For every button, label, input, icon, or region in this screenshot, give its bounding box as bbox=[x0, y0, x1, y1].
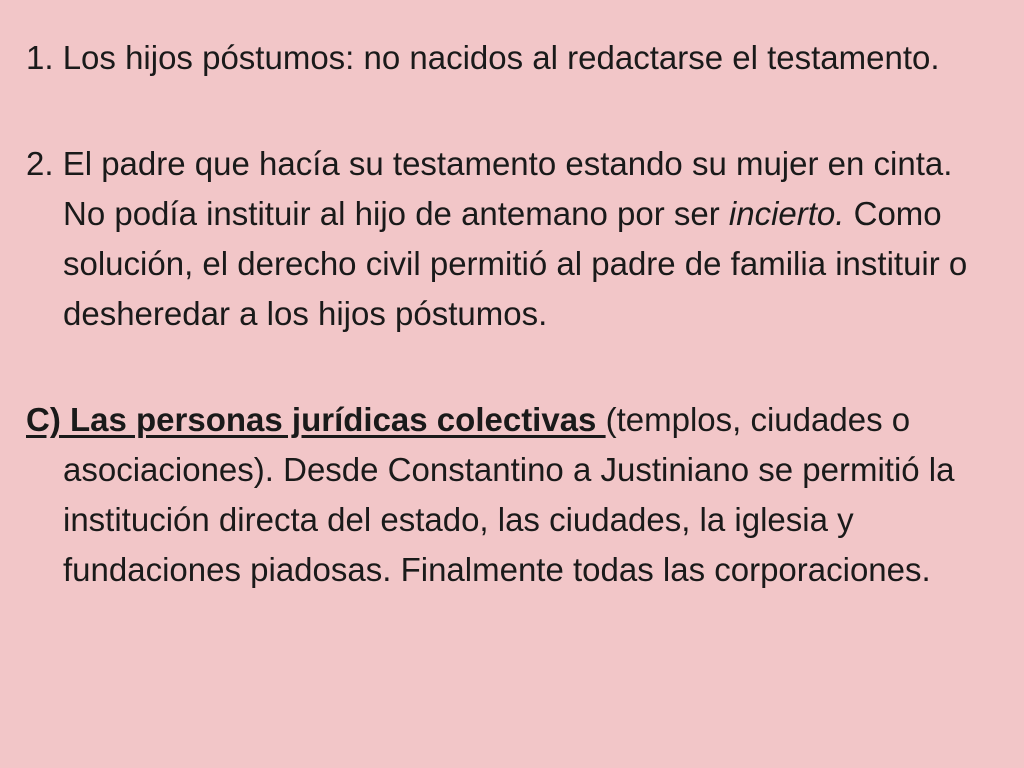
paragraph-father-testament bbox=[26, 139, 984, 339]
section-heading-legal-persons: C) Las personas jurídicas colectivas bbox=[26, 401, 606, 438]
paragraph-1-text: 1. Los hijos póstumos: no nacidos al redactarse el testamento. bbox=[26, 39, 940, 76]
paragraph-3-text: (templos, ciudades o asociaciones). Desde Constantino a Justiniano se permitió la institución directa del estado, las ciudades, la iglesia y fundaciones piadosas. Finalmente todas las corporaciones. bbox=[63, 401, 955, 588]
paragraph-posthumous-children bbox=[26, 33, 984, 83]
paragraph-2-text-end: Como solución, el derecho civil permitió al padre de familia instituir o desheredar a los hijos póstumos. bbox=[63, 195, 968, 332]
paragraph-2-text-start: 2. El padre que hacía su testamento estando su mujer en cinta. No podía instituir al hijo de antemano por ser bbox=[26, 145, 953, 232]
paragraph-legal-persons bbox=[26, 395, 984, 595]
emphasis-incierto: incierto. bbox=[728, 195, 845, 232]
